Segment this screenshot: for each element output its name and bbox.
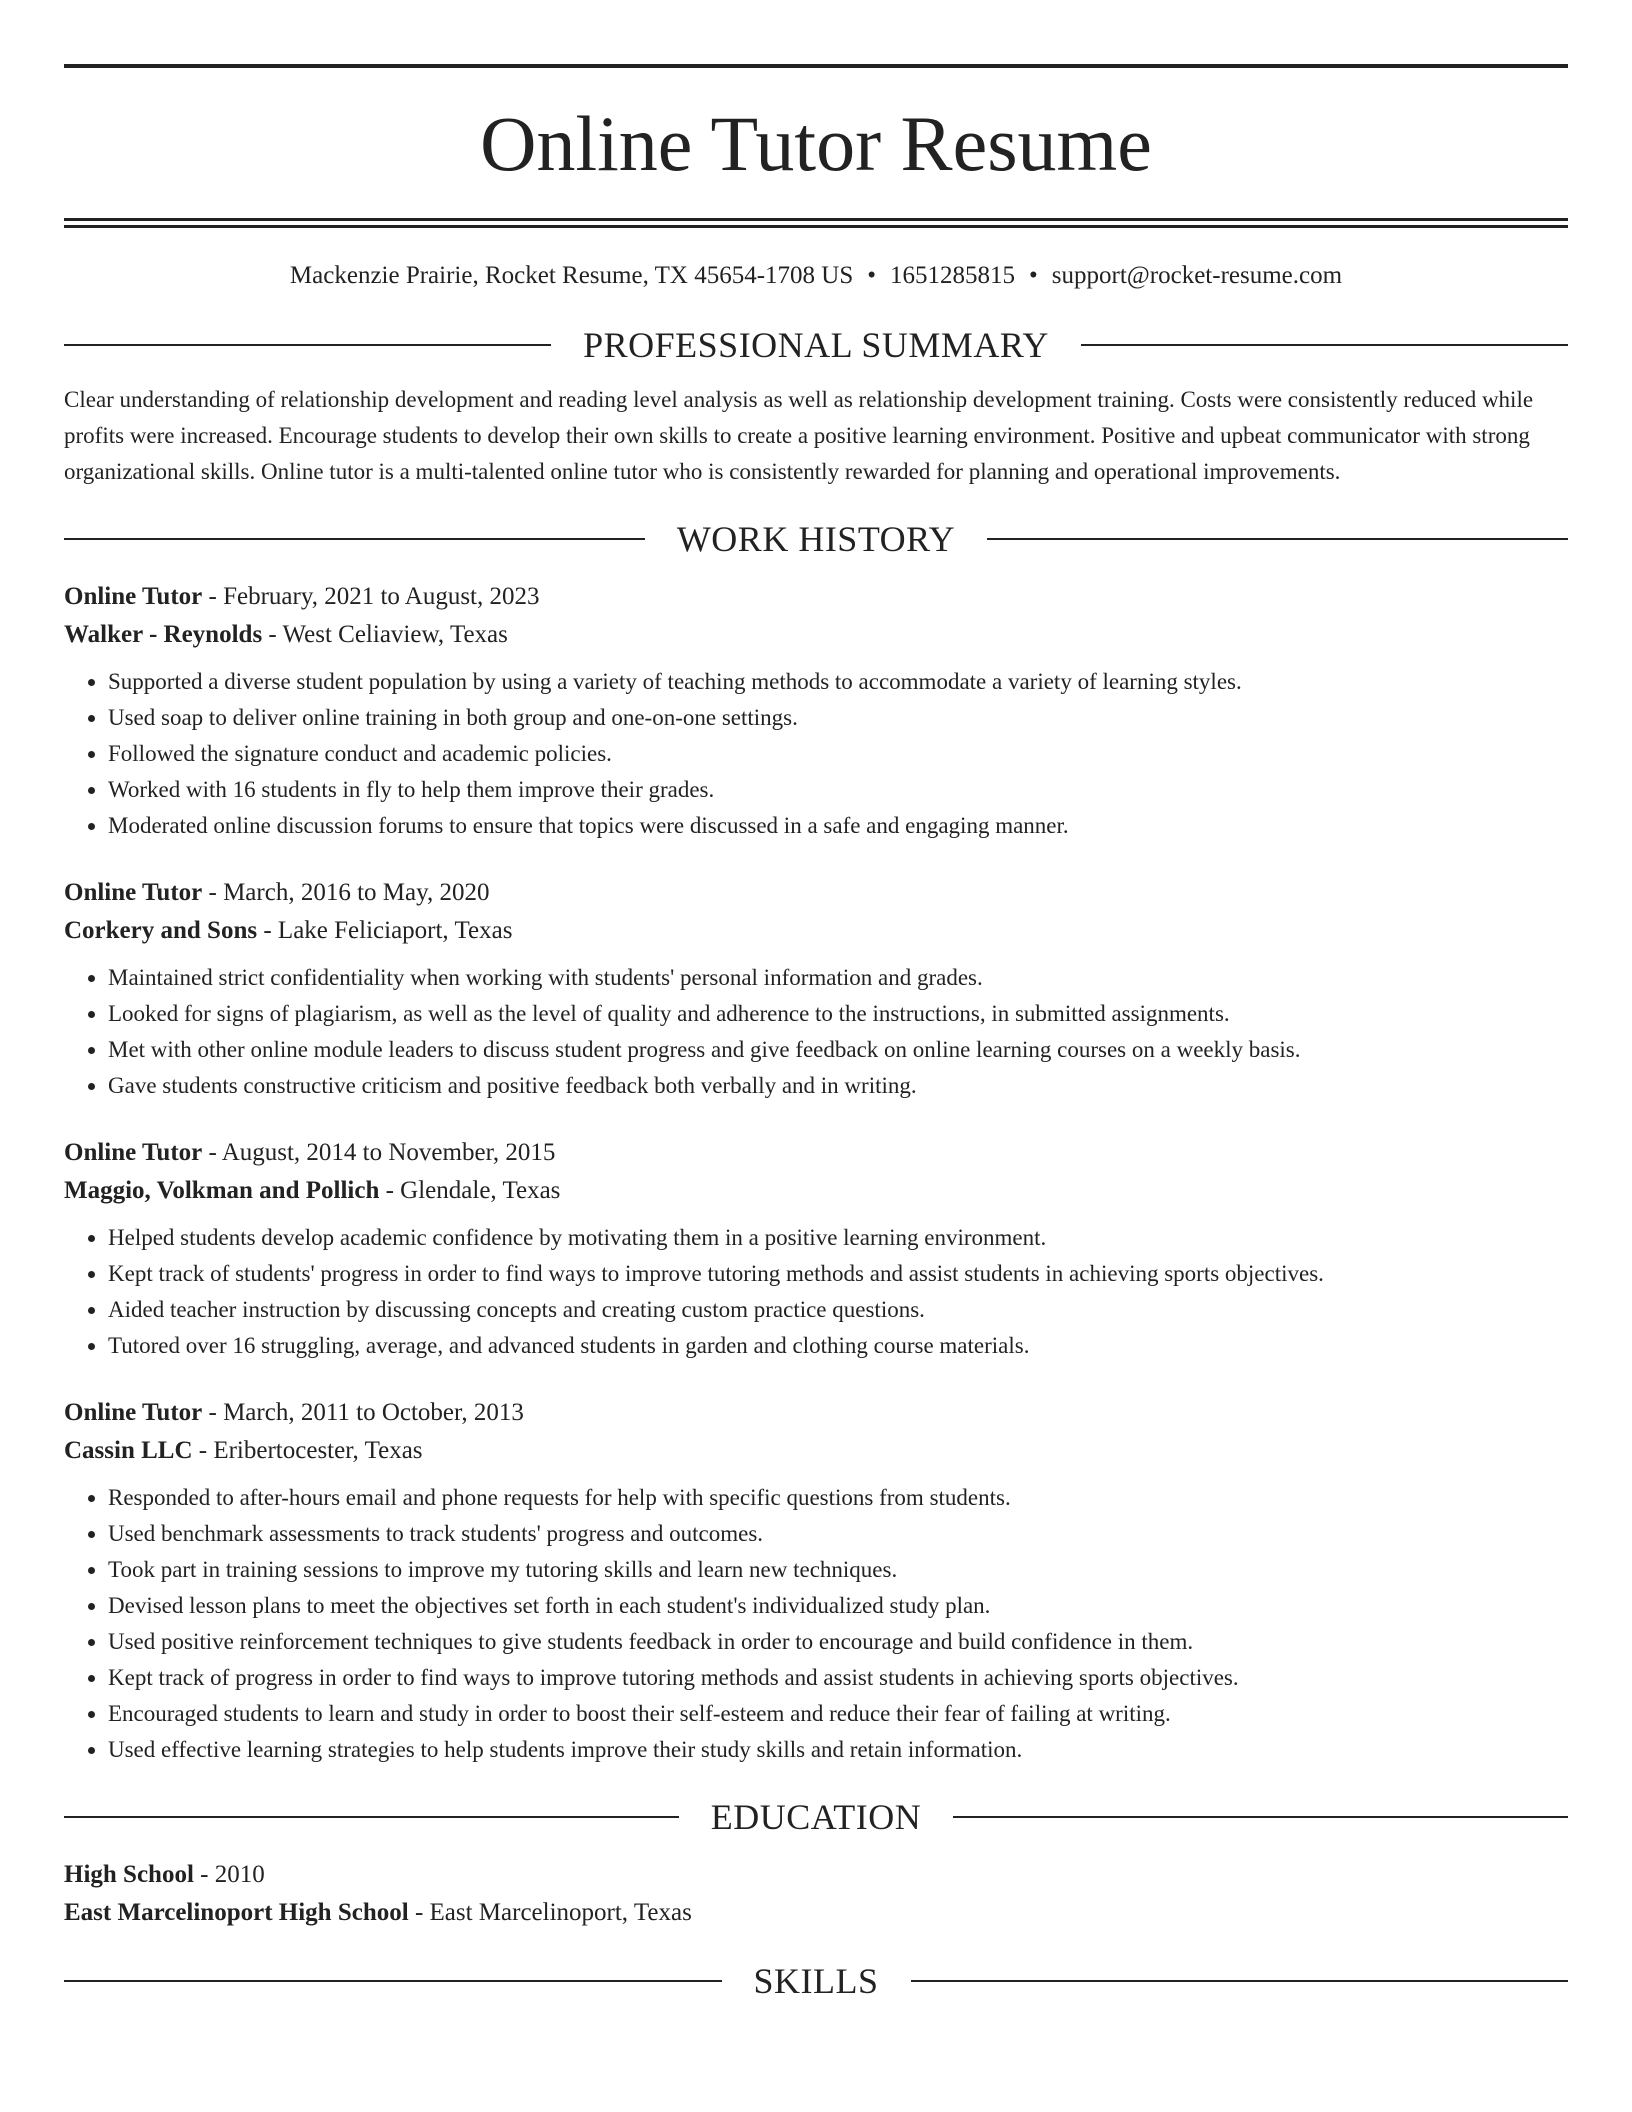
section-rule: [987, 538, 1568, 540]
work-history-list: [64, 578, 1568, 1768]
job-duty-item: • Used soap to deliver online training in both group and one-on-one settings.: [108, 700, 1568, 736]
job-dates: - March, 2011 to October, 2013: [202, 1399, 524, 1426]
page-title: Online Tutor Resume: [480, 100, 1152, 187]
section-title: WORK HISTORY: [676, 519, 956, 559]
job-title: Online Tutor: [64, 879, 203, 906]
job-duty-item: • Kept track of students' progress in order to find ways to improve tutoring methods and assist students in achieving sports objectives.: [108, 1256, 1568, 1292]
job-company: Maggio, Volkman and Pollich: [64, 1177, 380, 1204]
job-dates: - March, 2016 to May, 2020: [202, 879, 490, 906]
job-title: Online Tutor: [64, 583, 203, 610]
job-duty-item: • Aided teacher instruction by discussing concepts and creating custom practice questions.: [108, 1292, 1568, 1328]
job-duty-item: • Moderated online discussion forums to ensure that topics were discussed in a safe and engaging manner.: [108, 808, 1568, 844]
section-title: EDUCATION: [710, 1797, 922, 1837]
job-entry: [64, 578, 1568, 844]
job-duty-item: • Took part in training sessions to improve my tutoring skills and learn new techniques.: [108, 1552, 1568, 1588]
job-location: - Glendale, Texas: [379, 1177, 561, 1204]
job-duties-list: [64, 664, 1568, 844]
section-header-education: [64, 1792, 1568, 1842]
section-header-work: [64, 514, 1568, 564]
education-school-line: [64, 1894, 1568, 1932]
job-company: Walker - Reynolds: [64, 621, 263, 648]
job-duty-item: • Supported a diverse student population by using a variety of teaching methods to accommodate a variety of learning styles.: [108, 664, 1568, 700]
contact-separator: •: [867, 262, 876, 289]
job-duty-item: • Used benchmark assessments to track students' progress and outcomes.: [108, 1516, 1568, 1552]
section-rule: [953, 1816, 1568, 1818]
job-location: - Eribertocester, Texas: [192, 1437, 423, 1464]
education-school: East Marcelinoport High School: [64, 1899, 409, 1926]
job-duties-list: [64, 1220, 1568, 1364]
section-rule: [1081, 344, 1568, 346]
job-duty-item: • Gave students constructive criticism and positive feedback both verbally and in writing.: [108, 1068, 1568, 1104]
job-duty-item: • Responded to after-hours email and phone requests for help with specific questions from students.: [108, 1480, 1568, 1516]
job-duty-item: • Used effective learning strategies to help students improve their study skills and retain information.: [108, 1732, 1568, 1768]
section-title: SKILLS: [753, 1961, 879, 2001]
job-duty-item: • Used positive reinforcement techniques to give students feedback in order to encourage and build confidence in them.: [108, 1624, 1568, 1660]
section-rule: [64, 538, 645, 540]
job-duties-list: [64, 1480, 1568, 1768]
contact-address: Mackenzie Prairie, Rocket Resume, TX 45654-1708 US: [289, 262, 854, 289]
job-company: Corkery and Sons: [64, 917, 258, 944]
job-location: - West Celiaview, Texas: [262, 621, 508, 648]
job-location: - Lake Feliciaport, Texas: [257, 917, 513, 944]
job-duty-item: • Maintained strict confidentiality when working with students' personal information and grades.: [108, 960, 1568, 996]
job-duty-item: • Helped students develop academic confidence by motivating them in a positive learning environment.: [108, 1220, 1568, 1256]
education-entry: [64, 1856, 1568, 1932]
job-dates: - February, 2021 to August, 2023: [202, 583, 540, 610]
job-duty-item: • Looked for signs of plagiarism, as well as the level of quality and adherence to the instructions, in submitted assignments.: [108, 996, 1568, 1032]
job-duty-item: • Devised lesson plans to meet the objectives set forth in each student's individualized study plan.: [108, 1588, 1568, 1624]
job-company-line: [64, 1172, 1568, 1210]
job-duty-item: • Kept track of progress in order to find ways to improve tutoring methods and assist students in achieving sports objectives.: [108, 1660, 1568, 1696]
contact-line: [64, 262, 1568, 290]
job-entry: [64, 1134, 1568, 1364]
education-location: - East Marcelinoport, Texas: [408, 1899, 692, 1926]
job-duties-list: [64, 960, 1568, 1104]
job-title-line: [64, 1394, 1568, 1432]
job-title-line: [64, 1134, 1568, 1172]
top-rule: [64, 64, 1568, 68]
contact-separator: •: [1029, 262, 1038, 289]
education-degree-line: [64, 1856, 1568, 1894]
job-title-line: [64, 874, 1568, 912]
job-company-line: [64, 912, 1568, 950]
job-company-line: [64, 1432, 1568, 1470]
section-rule: [64, 1816, 679, 1818]
section-rule: [911, 1980, 1569, 1982]
job-title: Online Tutor: [64, 1139, 203, 1166]
section-rule: [64, 344, 551, 346]
resume-page: [64, 0, 1568, 2006]
job-title: Online Tutor: [64, 1399, 203, 1426]
education-degree: High School: [64, 1861, 194, 1888]
section-header-skills: [64, 1956, 1568, 2006]
contact-email: support@rocket-resume.com: [1051, 262, 1343, 289]
title-double-rule: [64, 218, 1568, 228]
job-duty-item: • Tutored over 16 struggling, average, and advanced students in garden and clothing course materials.: [108, 1328, 1568, 1364]
job-duty-item: • Encouraged students to learn and study in order to boost their self-esteem and reduce their fear of failing at writing.: [108, 1696, 1568, 1732]
section-rule: [64, 1980, 722, 1982]
contact-phone: 1651285815: [890, 262, 1015, 289]
job-duty-item: • Met with other online module leaders to discuss student progress and give feedback on online learning courses on a weekly basis.: [108, 1032, 1568, 1068]
job-entry: [64, 874, 1568, 1104]
job-title-line: [64, 578, 1568, 616]
section-title: PROFESSIONAL SUMMARY: [583, 325, 1049, 365]
job-dates: - August, 2014 to November, 2015: [202, 1139, 556, 1166]
job-duty-item: • Followed the signature conduct and academic policies.: [108, 736, 1568, 772]
job-duty-item: • Worked with 16 students in fly to help them improve their grades.: [108, 772, 1568, 808]
job-company: Cassin LLC: [64, 1437, 193, 1464]
job-company-line: [64, 616, 1568, 654]
education-year: - 2010: [193, 1861, 265, 1888]
summary-text: Clear understanding of relationship development and reading level analysis as well as relationship development training. Costs were consistently reduced while profits were increased. Encourage students to develop their own skills to create a positive learning environment. Positive and upbeat communicator with strong organizational skills. Online tutor is a multi-talented online tutor who is consistently rewarded for planning and operational improvements.: [64, 387, 1534, 484]
job-entry: [64, 1394, 1568, 1768]
section-header-summary: [64, 320, 1568, 370]
